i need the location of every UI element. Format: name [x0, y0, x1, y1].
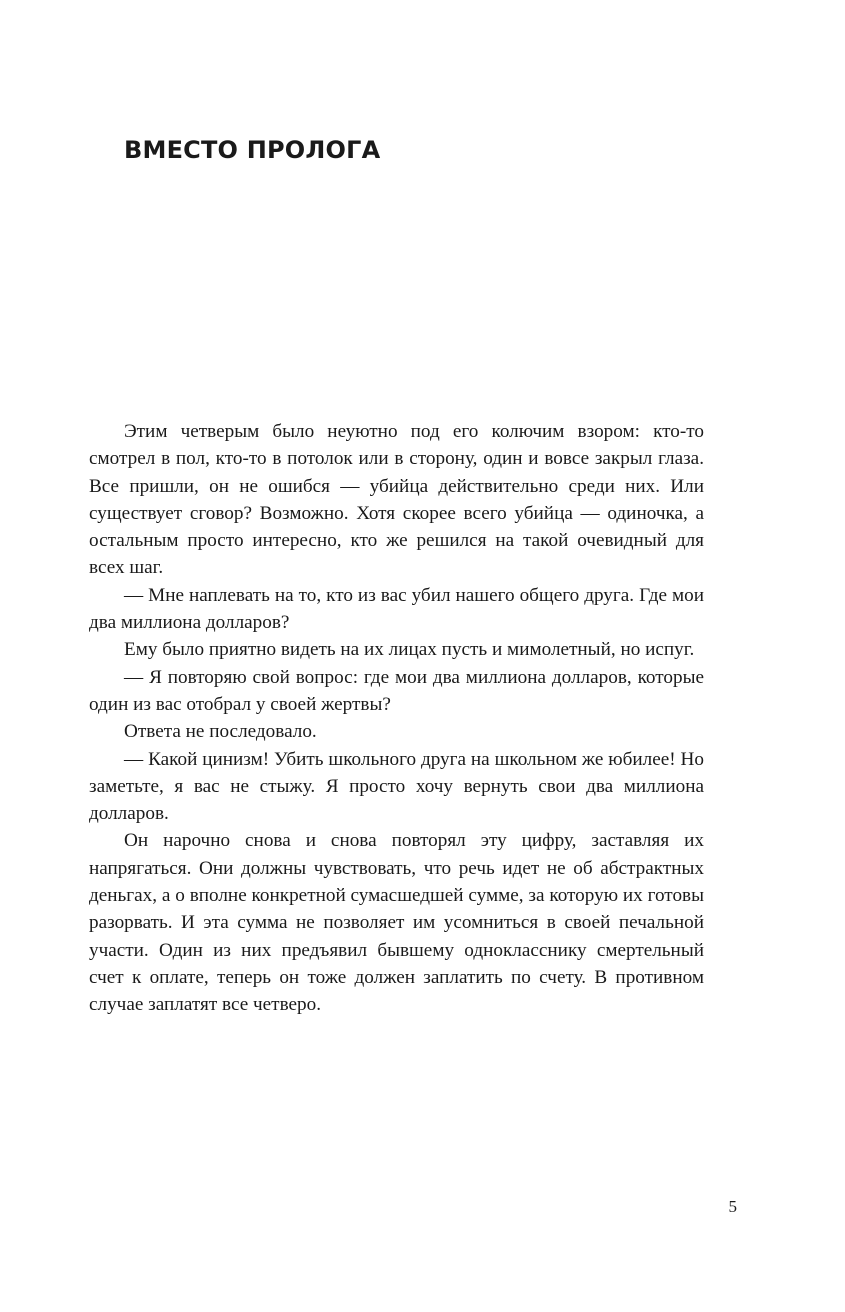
paragraph: — Я повторяю свой вопрос: где мои два миллиона долларов, которые один из вас отобрал у своей жертвы? — [89, 666, 704, 715]
paragraph: Он нарочно снова и снова повторял эту цифру, заставляя их напрягаться. Они должны чувствовать, что речь идет не об абстрактных деньгах, а о вполне конкретной сумасшедшей сумме, за которую их готовы разорвать. И эта сумма не позволяет им усомниться в своей печальной участи. Один из них предъявил бывшему однокласснику смертельный счет к оплате, теперь он тоже должен заплатить по счету. В противном случае заплатят все четверо. — [89, 830, 704, 1016]
paragraph: Этим четверым было неуютно под его колючим взором: кто-то смотрел в пол, кто-то в потолок или в сторону, один и вовсе закрыл глаза. Все пришли, он не ошибся — убийца действительно среди них. Или существует сговор? Возможно. Хотя скорее всего убийца — одиночка, а остальным просто интересно, кто же решился на такой очевидный для всех шаг. — [89, 421, 704, 579]
paragraph: — Мне наплевать на то, кто из вас убил нашего общего друга. Где мои два миллиона долларов? — [89, 584, 704, 634]
paragraph: — Какой цинизм! Убить школьного друга на школьном же юбилее! Но заметьте, я вас не стыжу. Я просто хочу вернуть свои два миллиона долларов. — [89, 748, 704, 825]
paragraph: Ему было приятно видеть на их лицах пусть и мимолетный, но испуг. — [124, 639, 695, 661]
paragraph: Ответа не последовало. — [124, 721, 317, 743]
body-text — [89, 418, 704, 1019]
page-number: 5 — [728, 1197, 737, 1216]
chapter-title: ВМЕСТО ПРОЛОГА — [124, 136, 381, 164]
